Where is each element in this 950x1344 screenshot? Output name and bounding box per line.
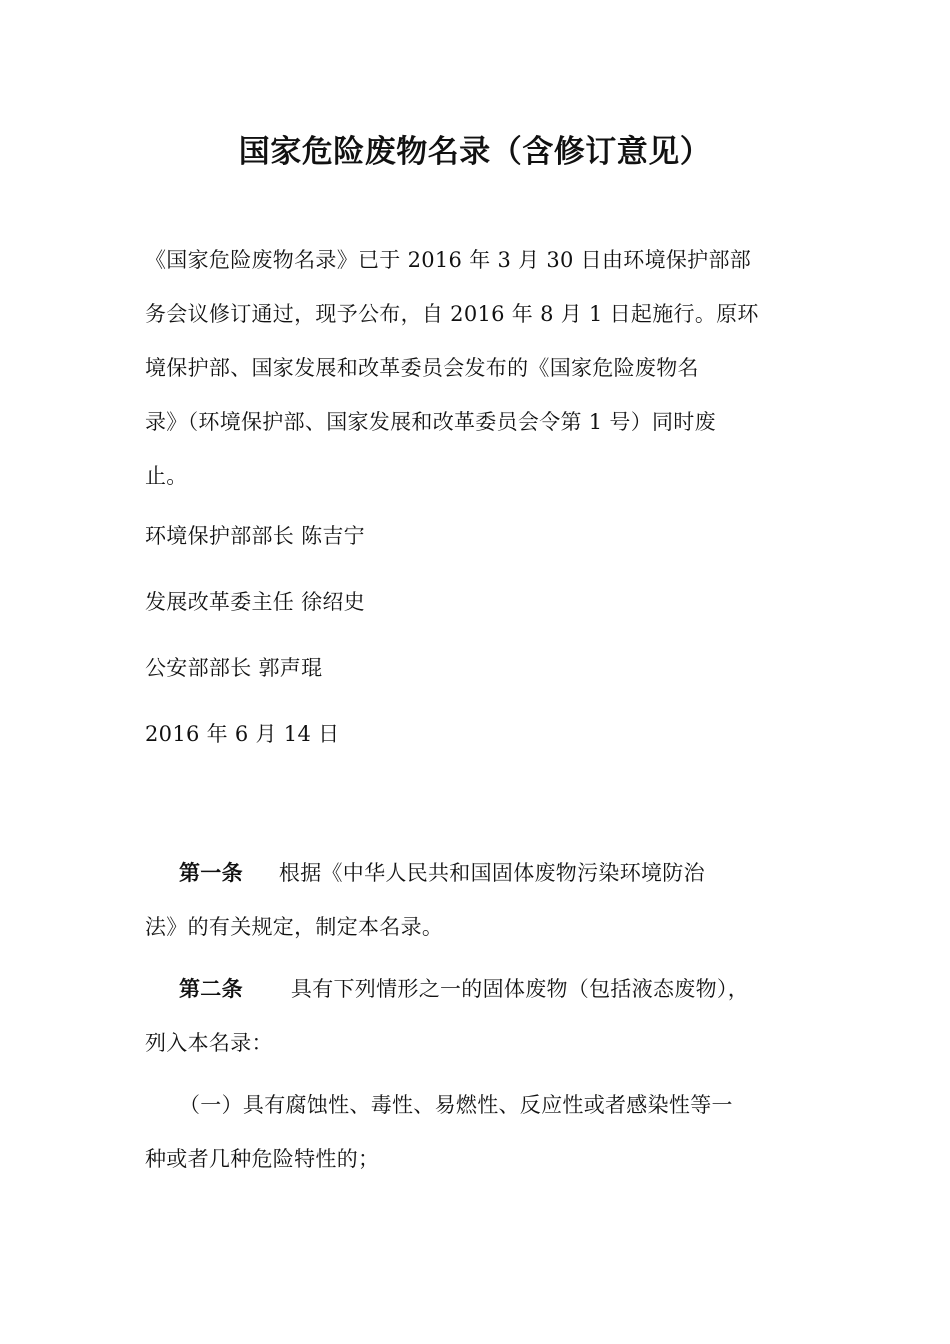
article-2 xyxy=(145,962,810,1070)
preamble-line: 境保护部、国家发展和改革委员会发布的《国家危险废物名 xyxy=(145,356,699,380)
article-2-text-cont: 列入本名录： xyxy=(145,1031,273,1055)
signatory-public-security: 公安部部长 郭声琨 xyxy=(145,656,323,680)
preamble-line: 录》（环境保护部、国家发展和改革委员会令第 1 号）同时废 xyxy=(145,410,716,434)
preamble-line: 止。 xyxy=(145,464,188,488)
article-1 xyxy=(145,846,810,954)
item-1-text-cont: 种或者几种危险特性的； xyxy=(145,1147,380,1171)
signatory-environment: 环境保护部部长 陈吉宁 xyxy=(145,524,365,548)
article-1-label: 第一条 xyxy=(179,861,243,885)
signatory-development: 发展改革委主任 徐绍史 xyxy=(145,590,365,614)
preamble-paragraph xyxy=(145,233,810,503)
document-title: 国家危险废物名录（含修订意见） xyxy=(238,134,712,170)
article-2-label: 第二条 xyxy=(179,977,243,1001)
article-1-text-cont: 法》的有关规定，制定本名录。 xyxy=(145,915,444,939)
item-1 xyxy=(145,1078,810,1186)
preamble-line: 《国家危险废物名录》已于 2016 年 3 月 30 日由环境保护部部 xyxy=(145,248,752,272)
issue-date: 2016 年 6 月 14 日 xyxy=(145,722,340,746)
signatory-list xyxy=(145,509,810,761)
article-1-text: 根据《中华人民共和国固体废物污染环境防治 xyxy=(278,861,705,885)
preamble-line: 务会议修订通过，现予公布，自 2016 年 8 月 1 日起施行。原环 xyxy=(145,302,759,326)
article-2-text: 具有下列情形之一的固体废物（包括液态废物）， xyxy=(290,977,750,1001)
item-1-text: （一）具有腐蚀性、毒性、易燃性、反应性或者感染性等一 xyxy=(179,1093,733,1117)
